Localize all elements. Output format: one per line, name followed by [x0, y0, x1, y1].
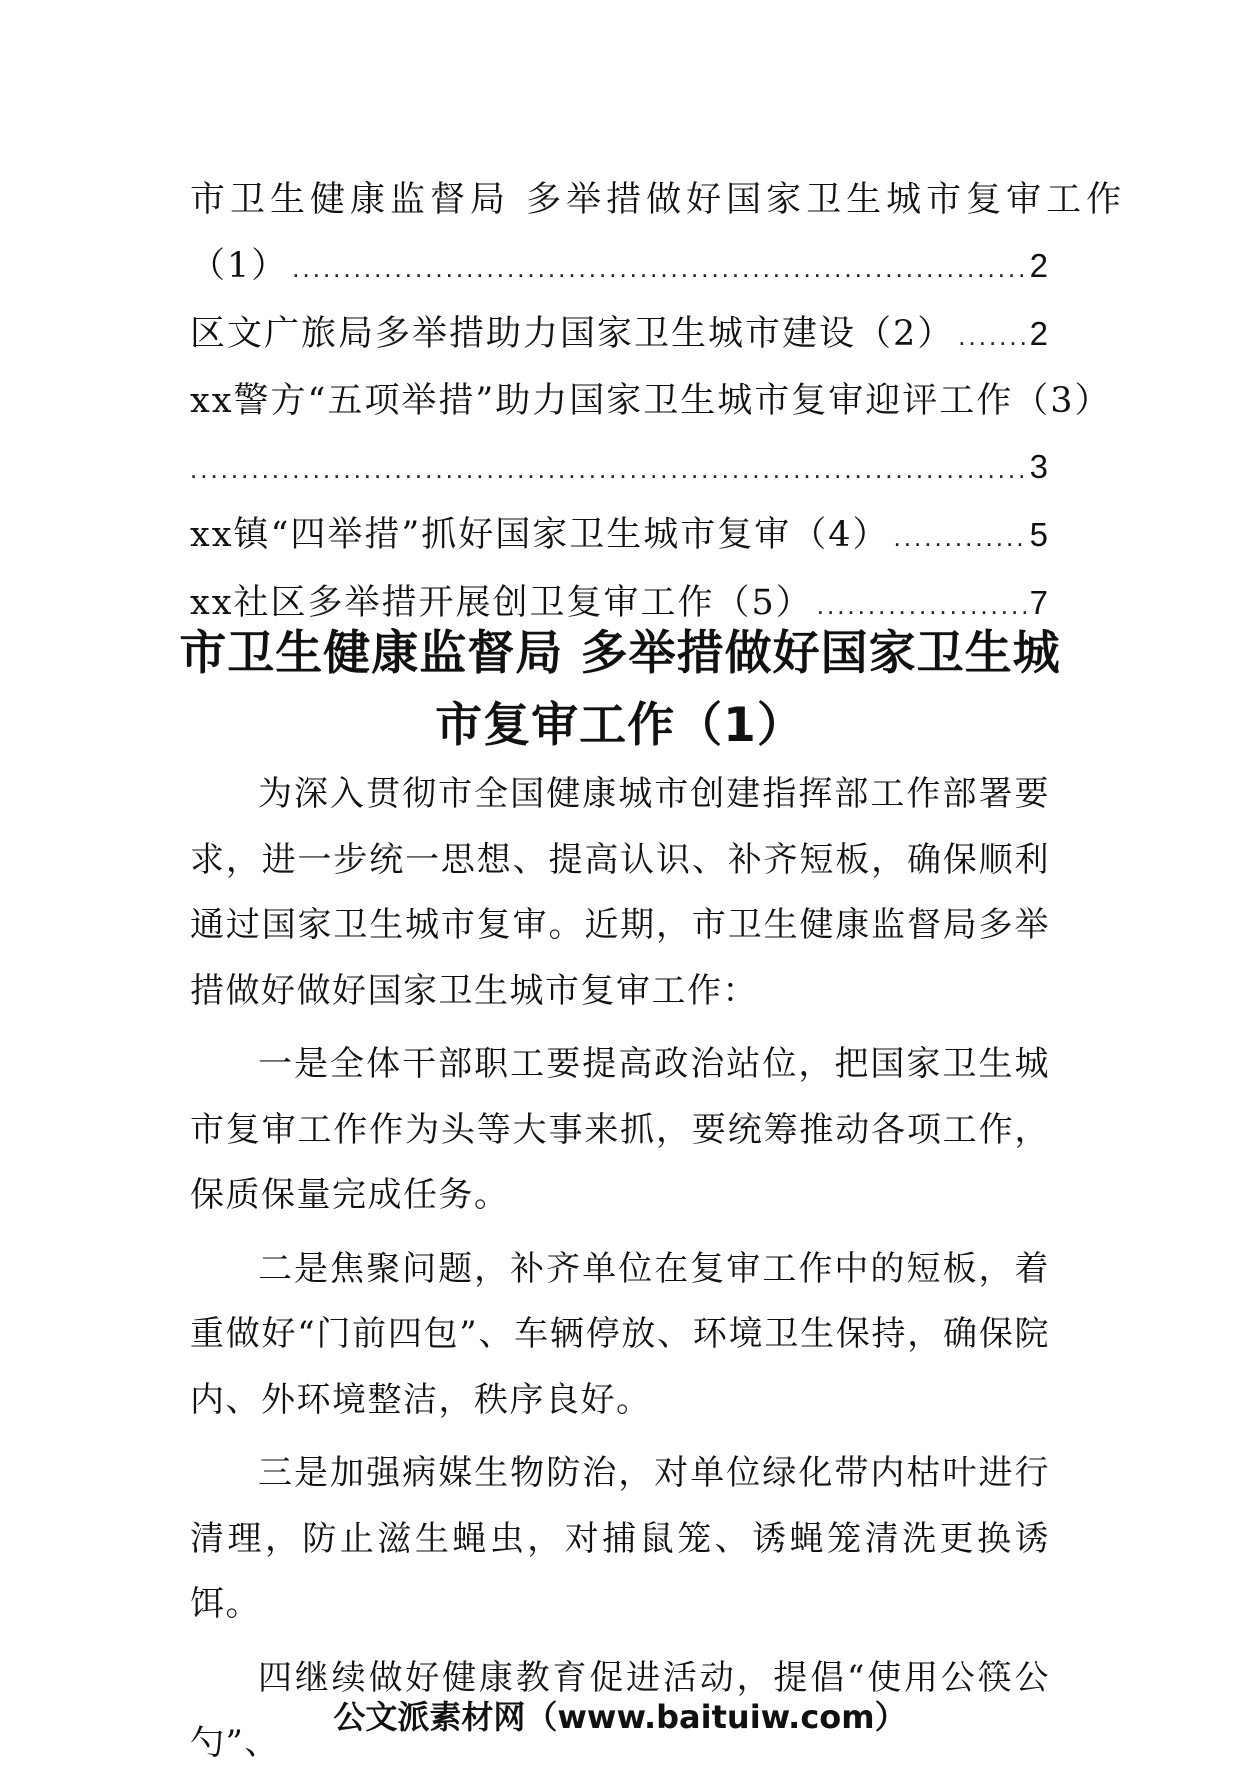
paragraph-point-2: 二是焦聚问题，补齐单位在复审工作中的短板，着重做好“门前四包”、车辆停放、环境卫生保持，确保院内、外环境整洁，秩序良好。 [190, 1248, 1050, 1420]
toc-leader-dots [894, 505, 1026, 570]
toc-entry-title: 市卫生健康监督局 多举措做好国家卫生城市复审工作 [190, 180, 1127, 220]
article-title-line-2: 市复审工作（1） [435, 698, 805, 753]
toc-page-number: 7 [1029, 584, 1050, 621]
page-footer: 公文派素材网（www.baituiw.com） [333, 1698, 907, 1736]
toc-leader-dots [292, 236, 1025, 301]
toc-entry-title-cont: （1） [190, 246, 289, 286]
toc-leader-dots [190, 437, 1026, 502]
toc-entry-2[interactable] [190, 301, 1050, 369]
article-title [150, 618, 1090, 762]
paragraph-intro: 为深入贯彻市全国健康城市创建指挥部工作部署要求，进一步统一思想、提高认识、补齐短板，确保顺利通过国家卫生城市复审。近期，市卫生健康监督局多举措做好做好国家卫生城市复审工作： [190, 774, 1050, 1011]
toc-entry-1[interactable] [190, 168, 1127, 301]
paragraph-point-1: 一是全体干部职工要提高政治站位，把国家卫生城市复审工作作为头等大事来抓，要统筹推动各项工作，保质保量完成任务。 [190, 1044, 1050, 1215]
toc-entry-title: xx镇“四举措”抓好国家卫生城市复审（4） [190, 515, 890, 555]
toc-entry-title: xx社区多举措开展创卫复审工作（5） [190, 583, 813, 623]
toc-leader-dots [958, 304, 1025, 369]
paragraph-point-3: 三是加强病媒生物防治，对单位绿化带内枯叶进行清理，防止滋生蝇虫，对捕鼠笼、诱蝇笼清洗更换诱饵。 [190, 1453, 1050, 1624]
paragraph-point-4: 四继续做好健康教育促进活动，提倡“使用公筷公勺”、 [190, 1657, 1050, 1763]
toc-entry-title: 区文广旅局多举措助力国家卫生城市建设（2） [190, 314, 955, 354]
toc-page-number: 2 [1029, 315, 1050, 352]
toc-page-number: 3 [1029, 448, 1050, 485]
table-of-contents [190, 168, 1127, 638]
toc-entry-3[interactable] [190, 369, 1112, 502]
toc-page-number: 2 [1029, 247, 1050, 284]
article-title-line-1: 市卫生健康监督局 多举措做好国家卫生城 [179, 626, 1061, 681]
toc-entry-4[interactable] [190, 502, 1050, 570]
toc-page-number: 5 [1029, 516, 1050, 553]
toc-entry-title: xx警方“五项举措”助力国家卫生城市复审迎评工作（3） [190, 381, 1112, 421]
article-body [190, 762, 1050, 1785]
